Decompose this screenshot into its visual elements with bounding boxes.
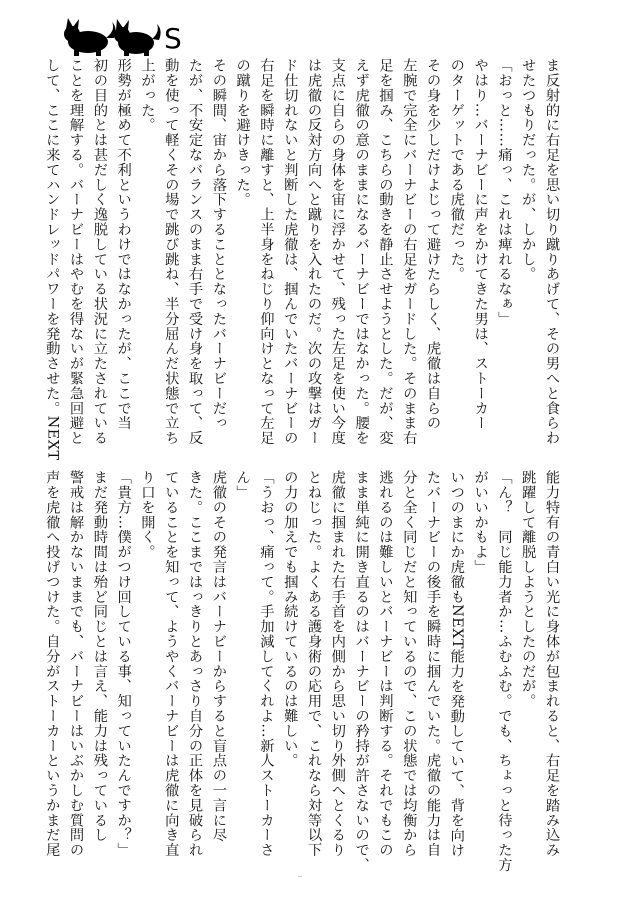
text-line: 右足を瞬時に離すと、上半身をねじり仰向けとなって左足 <box>258 58 275 446</box>
text-line: たが、不安定なバランスのまま右手で受け身を取って、反 <box>187 58 204 446</box>
text-line: 「ん？ 同じ能力者か…ふむふむ。でも、ちょっと待った方 <box>496 470 513 873</box>
page-marker <box>298 876 302 877</box>
text-line: ていることを知って、ようやくバーナビーは虎徹に向き直 <box>163 470 180 858</box>
text-line: たバーナビーの後手を瞬時に掴んでいた。虎徹の能力は自 <box>425 470 442 858</box>
text-line: の力の加えでも掴み続けているのは難しい。 <box>282 470 299 768</box>
text-line: 虎徹に掴まれた右手首を内側から思い切り外側へとくるり <box>329 470 346 858</box>
text-line: ん」 <box>234 470 251 500</box>
cat-logo-icon <box>62 14 182 58</box>
text-line: 跳躍して離脱しようとしたのだが。 <box>520 470 537 709</box>
text-line: 虎徹のその発言はバーナビーからすると盲点の一言に尽 <box>210 470 227 843</box>
text-line: えず虎徹の意のままになるバーナビーではなかった。腰を <box>353 58 370 446</box>
right-cat-silhouette-icon <box>114 19 161 56</box>
text-line: 能力特有の青白い光に身体が包まれると、右足を踏み込み <box>544 470 560 858</box>
text-line: ド仕切れないと判断した虎徹は、掴んでいたバーナビーの <box>282 58 299 446</box>
text-line: して、ここに来てハンドレッドパワーを発動させた。NEXT <box>44 58 61 461</box>
text-line: 足を掴み、こちらの動きを静止させようとした。だが、変 <box>377 58 394 446</box>
text-line: 初の目的とは甚だしく逸脱している状況に立たされている <box>91 58 108 446</box>
text-line: せたつもりだった。が、しかし。 <box>520 58 537 282</box>
text-line: 「うおっ、痛って。手加減してくれよ…新人ストーカーさ <box>258 470 275 858</box>
text-line: 「おっと……痛っ、これは痺れるなぁ」 <box>496 58 513 327</box>
text-line: がいいかもよ」 <box>472 470 489 575</box>
text-line: まま単純に開き直るのはバーナビーの矜持が許さないので、 <box>353 470 370 873</box>
text-line: のターゲットである虎徹だった。 <box>448 58 465 282</box>
text-line: の蹴りを避けきった。 <box>234 58 251 207</box>
top-text-block <box>44 58 563 461</box>
text-line: 形勢が極めて不利というわけではなかったが、ここで当 <box>115 58 132 431</box>
text-line: は虎徹の反対方向へと蹴りを入れたのだ。次の攻撃はガー <box>306 58 323 446</box>
text-line: 分と全く同じだと知っているので、この状態では均衡から <box>401 470 418 858</box>
text-line: とねじった。よくある護身術の応用で、これなら対等以下 <box>306 470 323 858</box>
text-line: り口を開く。 <box>139 470 156 560</box>
text-line: 警戒は解かないままでも、バーナビーはいぶかしむ質問の <box>68 470 85 858</box>
text-line: いつのまにか虎徹もNEXT能力を発動していて、背を向け <box>448 470 465 858</box>
text-line: 支点に自らの身体を宙に浮かせて、残った左足を使い今度 <box>329 58 346 446</box>
text-line: 上がった。 <box>139 58 156 133</box>
bottom-text-block <box>44 470 563 873</box>
text-line: 左腕で完全にバーナビーの右足をガードした。そのまま右 <box>401 58 418 446</box>
left-cat-silhouette-icon <box>64 18 116 56</box>
text-line: 逃れるのは難しいとバーナビーは判断する。それでもこの <box>377 470 394 858</box>
text-line: やはり…バーナビーに声をかけてきた男は、ストーカー <box>472 58 489 431</box>
text-line: ま反射的に右足を思い切り蹴りあげて、その男へと食らわ <box>544 58 560 446</box>
text-line: ことを理解する。バーナビーはやむを得ないが緊急回避と <box>68 58 85 446</box>
text-line: その瞬間、宙から落下することとなったバーナビーだっ <box>210 58 227 431</box>
text-line: 動を使って軽くその場で跳び跳ね、半分屈んだ状態で立ち <box>163 58 180 446</box>
text-line: 「貴方…僕がつけ回している事、知っていたんですか？」 <box>115 470 132 858</box>
text-line: まだ発動時間は殆ど同じとは言え、能力は残っているし <box>91 470 108 843</box>
logo-letter-s: S <box>164 22 182 55</box>
text-line: 声を虎徹へ投げつけた。自分がストーカーというかまだ尾 <box>44 470 61 858</box>
text-line: きた。ここまではっきりとあっさり自分の正体を見破られ <box>187 470 204 858</box>
text-line: その身を少しだけよじって避けたらしく、虎徹は自らの <box>425 58 442 431</box>
